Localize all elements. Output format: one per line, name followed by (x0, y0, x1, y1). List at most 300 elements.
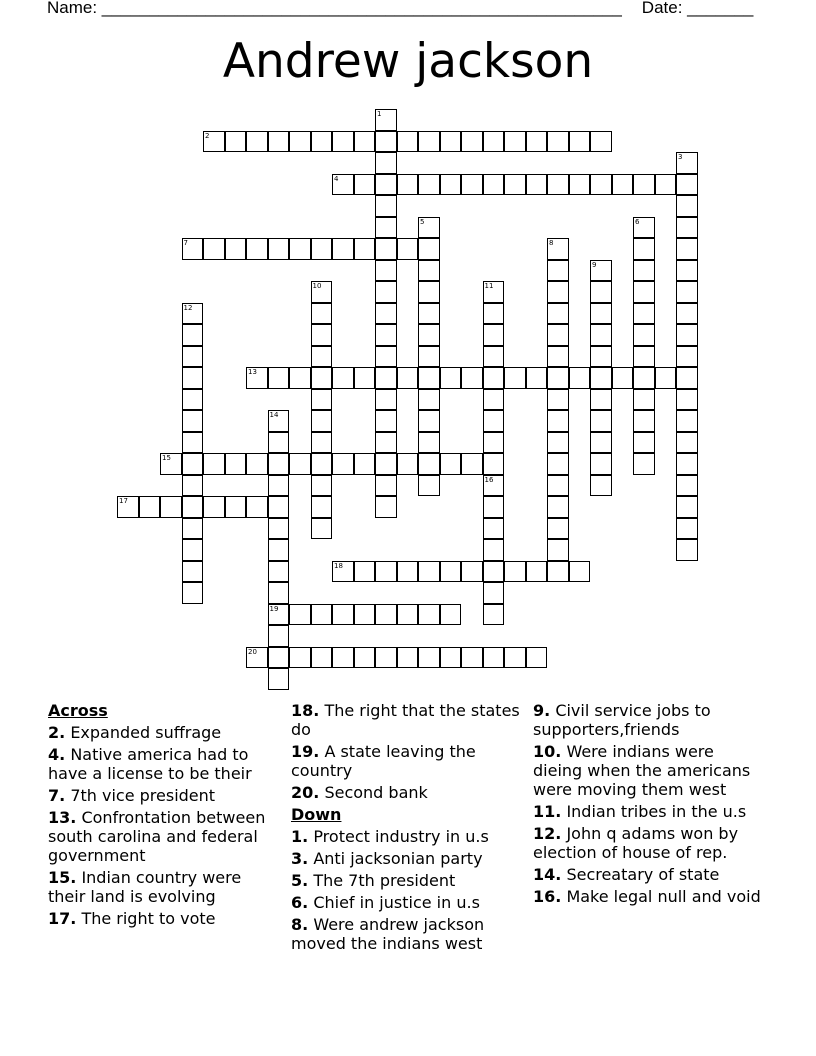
grid-cell[interactable] (483, 647, 505, 669)
grid-cell[interactable] (440, 647, 462, 669)
grid-cell[interactable] (418, 561, 440, 583)
grid-cell[interactable] (483, 496, 505, 518)
grid-cell[interactable] (332, 238, 354, 260)
grid-cell[interactable] (182, 453, 204, 475)
grid-cell[interactable] (483, 324, 505, 346)
grid-cell[interactable] (397, 174, 419, 196)
grid-cell[interactable] (633, 217, 655, 239)
grid-cell[interactable] (268, 410, 290, 432)
grid-cell[interactable] (268, 453, 290, 475)
grid-cell[interactable] (590, 453, 612, 475)
grid-cell[interactable] (461, 561, 483, 583)
grid-cell[interactable] (354, 174, 376, 196)
clue-number: 1. (291, 827, 309, 846)
grid-cell[interactable] (504, 174, 526, 196)
grid-cell[interactable] (225, 453, 247, 475)
grid-cell[interactable] (375, 174, 397, 196)
grid-cell[interactable] (225, 496, 247, 518)
clue-number: 20. (291, 783, 320, 802)
grid-cell[interactable] (590, 131, 612, 153)
grid-cell[interactable] (418, 367, 440, 389)
grid-cell[interactable] (332, 367, 354, 389)
grid-cell[interactable] (246, 496, 268, 518)
grid-cell[interactable] (246, 647, 268, 669)
grid-cell[interactable] (612, 174, 634, 196)
grid-cell[interactable] (418, 217, 440, 239)
grid-cell[interactable] (375, 281, 397, 303)
grid-cell[interactable] (311, 131, 333, 153)
grid-cell[interactable] (483, 281, 505, 303)
grid-cell[interactable] (182, 367, 204, 389)
grid-cell[interactable] (375, 260, 397, 282)
grid-cell[interactable] (590, 367, 612, 389)
grid-cell[interactable] (676, 238, 698, 260)
grid-cell[interactable] (633, 281, 655, 303)
grid-cell[interactable] (182, 324, 204, 346)
grid-cell[interactable] (311, 518, 333, 540)
grid-cell[interactable] (354, 647, 376, 669)
grid-cell[interactable] (483, 303, 505, 325)
grid-cell[interactable] (483, 561, 505, 583)
grid-cell[interactable] (354, 561, 376, 583)
down-clue (533, 701, 765, 739)
grid-cell[interactable] (676, 453, 698, 475)
grid-cell[interactable] (483, 604, 505, 626)
grid-cell[interactable] (483, 475, 505, 497)
grid-cell[interactable] (676, 410, 698, 432)
grid-cell[interactable] (268, 131, 290, 153)
grid-cell[interactable] (461, 131, 483, 153)
grid-cell[interactable] (676, 346, 698, 368)
grid-cell[interactable] (676, 518, 698, 540)
grid-cell[interactable] (397, 131, 419, 153)
clues-column-3 (533, 701, 765, 909)
grid-cell[interactable] (590, 346, 612, 368)
grid-cell[interactable] (547, 281, 569, 303)
grid-cell[interactable] (590, 303, 612, 325)
grid-cell[interactable] (526, 131, 548, 153)
clue-number: 6 (635, 217, 640, 226)
grid-cell[interactable] (311, 453, 333, 475)
grid-cell[interactable] (375, 195, 397, 217)
grid-cell[interactable] (676, 281, 698, 303)
grid-cell[interactable] (311, 238, 333, 260)
clue-number: 16 (484, 475, 494, 484)
clue-number: 12. (533, 824, 562, 843)
grid-cell[interactable] (182, 303, 204, 325)
grid-cell[interactable] (483, 453, 505, 475)
grid-cell[interactable] (397, 453, 419, 475)
grid-cell[interactable] (375, 389, 397, 411)
grid-cell[interactable] (633, 410, 655, 432)
grid-cell[interactable] (375, 604, 397, 626)
grid-cell[interactable] (311, 496, 333, 518)
grid-cell[interactable] (633, 346, 655, 368)
across-clue (48, 745, 280, 783)
grid-cell[interactable] (676, 174, 698, 196)
grid-cell[interactable] (676, 217, 698, 239)
grid-cell[interactable] (440, 453, 462, 475)
grid-cell[interactable] (246, 131, 268, 153)
grid-cell[interactable] (440, 131, 462, 153)
grid-cell[interactable] (547, 238, 569, 260)
down-clue (291, 915, 523, 953)
grid-cell[interactable] (676, 539, 698, 561)
grid-cell[interactable] (569, 174, 591, 196)
grid-cell[interactable] (397, 238, 419, 260)
grid-cell[interactable] (397, 604, 419, 626)
grid-cell[interactable] (547, 410, 569, 432)
grid-cell[interactable] (375, 152, 397, 174)
clue-number: 2. (48, 723, 66, 742)
down-clue (533, 802, 765, 821)
grid-cell[interactable] (526, 647, 548, 669)
grid-cell[interactable] (676, 152, 698, 174)
grid-cell[interactable] (547, 260, 569, 282)
grid-cell[interactable] (182, 539, 204, 561)
grid-cell[interactable] (375, 432, 397, 454)
grid-cell[interactable] (676, 432, 698, 454)
grid-cell[interactable] (547, 453, 569, 475)
grid-cell[interactable] (547, 518, 569, 540)
grid-cell[interactable] (483, 131, 505, 153)
grid-cell[interactable] (289, 647, 311, 669)
across-clue (291, 742, 523, 780)
grid-cell[interactable] (375, 475, 397, 497)
grid-cell[interactable] (569, 131, 591, 153)
grid-cell[interactable] (590, 260, 612, 282)
grid-cell[interactable] (676, 303, 698, 325)
grid-cell[interactable] (268, 432, 290, 454)
grid-cell[interactable] (289, 238, 311, 260)
grid-cell[interactable] (375, 346, 397, 368)
grid-cell[interactable] (547, 303, 569, 325)
grid-cell[interactable] (311, 367, 333, 389)
clue-number: 14 (269, 411, 279, 419)
grid-cell[interactable] (375, 367, 397, 389)
grid-cell[interactable] (182, 518, 204, 540)
clue-number: 3 (678, 153, 683, 161)
grid-cell[interactable] (182, 432, 204, 454)
grid-cell[interactable] (311, 303, 333, 325)
grid-cell[interactable] (418, 389, 440, 411)
grid-cell[interactable] (633, 260, 655, 282)
grid-cell[interactable] (633, 174, 655, 196)
grid-cell[interactable] (225, 238, 247, 260)
grid-cell[interactable] (268, 582, 290, 604)
grid-cell[interactable] (461, 367, 483, 389)
grid-cell[interactable] (311, 410, 333, 432)
clues-heading: Across (48, 701, 108, 720)
grid-cell[interactable] (182, 561, 204, 583)
grid-cell[interactable] (203, 238, 225, 260)
grid-cell[interactable] (246, 367, 268, 389)
grid-cell[interactable] (504, 647, 526, 669)
grid-cell[interactable] (160, 496, 182, 518)
grid-cell[interactable] (311, 475, 333, 497)
grid-cell[interactable] (289, 604, 311, 626)
grid-cell[interactable] (354, 238, 376, 260)
grid-cell[interactable] (311, 281, 333, 303)
grid-cell[interactable] (375, 109, 397, 131)
grid-cell[interactable] (375, 647, 397, 669)
clues-heading: Down (291, 805, 342, 824)
grid-cell[interactable] (676, 496, 698, 518)
grid-cell[interactable] (504, 561, 526, 583)
grid-cell[interactable] (547, 324, 569, 346)
grid-cell[interactable] (655, 367, 677, 389)
grid-cell[interactable] (332, 453, 354, 475)
grid-cell[interactable] (418, 131, 440, 153)
grid-cell[interactable] (311, 389, 333, 411)
grid-cell[interactable] (203, 131, 225, 153)
grid-cell[interactable] (547, 367, 569, 389)
grid-cell[interactable] (483, 582, 505, 604)
grid-cell[interactable] (332, 174, 354, 196)
grid-cell[interactable] (311, 346, 333, 368)
grid-cell[interactable] (483, 539, 505, 561)
grid-cell[interactable] (182, 410, 204, 432)
grid-cell[interactable] (225, 131, 247, 153)
grid-cell[interactable] (418, 647, 440, 669)
grid-cell[interactable] (612, 367, 634, 389)
grid-cell[interactable] (375, 238, 397, 260)
clue-text: The right to vote (81, 909, 216, 928)
grid-cell[interactable] (311, 324, 333, 346)
grid-cell[interactable] (354, 453, 376, 475)
clue-number: 9 (592, 260, 597, 269)
down-clue (533, 887, 765, 906)
grid-cell[interactable] (633, 324, 655, 346)
grid-cell[interactable] (289, 367, 311, 389)
grid-cell[interactable] (676, 475, 698, 497)
grid-cell[interactable] (268, 604, 290, 626)
grid-cell[interactable] (547, 174, 569, 196)
grid-cell[interactable] (139, 496, 161, 518)
grid-cell[interactable] (268, 475, 290, 497)
clue-number: 9. (533, 701, 551, 720)
grid-cell[interactable] (676, 260, 698, 282)
down-clue (533, 742, 765, 799)
grid-cell[interactable] (547, 475, 569, 497)
grid-cell[interactable] (354, 604, 376, 626)
grid-cell[interactable] (504, 367, 526, 389)
grid-cell[interactable] (332, 604, 354, 626)
grid-cell[interactable] (182, 238, 204, 260)
grid-cell[interactable] (375, 410, 397, 432)
grid-cell[interactable] (461, 174, 483, 196)
grid-cell[interactable] (547, 131, 569, 153)
grid-cell[interactable] (332, 647, 354, 669)
grid-cell[interactable] (569, 367, 591, 389)
grid-cell[interactable] (590, 281, 612, 303)
grid-cell[interactable] (418, 475, 440, 497)
grid-cell[interactable] (182, 475, 204, 497)
grid-cell[interactable] (547, 496, 569, 518)
grid-cell[interactable] (268, 647, 290, 669)
clue-text: Confrontation between south carolina and federal government (48, 808, 266, 865)
clue-text: Were indians were dieing when the americans were moving them west (533, 742, 751, 799)
clue-text: John q adams won by election of house of rep. (533, 824, 739, 862)
grid-cell[interactable] (483, 389, 505, 411)
grid-cell[interactable] (268, 668, 290, 690)
grid-cell[interactable] (569, 561, 591, 583)
grid-cell[interactable] (268, 238, 290, 260)
clue-number: 13 (248, 368, 257, 376)
grid-cell[interactable] (268, 496, 290, 518)
grid-cell[interactable] (203, 496, 225, 518)
name-field-label: Name: _______________________________________________________ (47, 0, 622, 17)
grid-cell[interactable] (526, 367, 548, 389)
grid-cell[interactable] (375, 303, 397, 325)
grid-cell[interactable] (182, 389, 204, 411)
clue-number: 4. (48, 745, 66, 764)
grid-cell[interactable] (332, 561, 354, 583)
grid-cell[interactable] (375, 131, 397, 153)
grid-cell[interactable] (418, 238, 440, 260)
grid-cell[interactable] (483, 432, 505, 454)
grid-cell[interactable] (483, 367, 505, 389)
grid-cell[interactable] (655, 174, 677, 196)
grid-cell[interactable] (483, 518, 505, 540)
clue-text: Expanded suffrage (70, 723, 222, 742)
grid-cell[interactable] (246, 238, 268, 260)
clue-text: Indian tribes in the u.s (566, 802, 747, 821)
grid-cell[interactable] (547, 432, 569, 454)
grid-cell[interactable] (289, 131, 311, 153)
grid-cell[interactable] (418, 303, 440, 325)
grid-cell[interactable] (483, 174, 505, 196)
grid-cell[interactable] (289, 453, 311, 475)
grid-cell[interactable] (633, 238, 655, 260)
grid-cell[interactable] (418, 604, 440, 626)
grid-cell[interactable] (440, 367, 462, 389)
grid-cell[interactable] (375, 324, 397, 346)
down-clue (533, 865, 765, 884)
grid-cell[interactable] (526, 174, 548, 196)
grid-cell[interactable] (418, 432, 440, 454)
grid-cell[interactable] (440, 561, 462, 583)
grid-cell[interactable] (590, 324, 612, 346)
across-clue (291, 701, 523, 739)
grid-cell[interactable] (397, 367, 419, 389)
grid-cell[interactable] (182, 346, 204, 368)
clue-text: Native america had to have a license to be their (48, 745, 252, 783)
grid-cell[interactable] (268, 518, 290, 540)
grid-cell[interactable] (676, 389, 698, 411)
grid-cell[interactable] (418, 260, 440, 282)
grid-cell[interactable] (440, 604, 462, 626)
grid-cell[interactable] (268, 561, 290, 583)
grid-cell[interactable] (375, 496, 397, 518)
clue-number: 5. (291, 871, 309, 890)
grid-cell[interactable] (182, 582, 204, 604)
grid-cell[interactable] (633, 432, 655, 454)
grid-cell[interactable] (397, 647, 419, 669)
clue-number: 16. (533, 887, 562, 906)
grid-cell[interactable] (375, 561, 397, 583)
grid-cell[interactable] (418, 346, 440, 368)
grid-cell[interactable] (268, 539, 290, 561)
grid-cell[interactable] (268, 625, 290, 647)
grid-cell[interactable] (332, 131, 354, 153)
grid-cell[interactable] (375, 217, 397, 239)
grid-cell[interactable] (633, 453, 655, 475)
grid-cell[interactable] (633, 303, 655, 325)
grid-cell[interactable] (418, 453, 440, 475)
clue-number: 2 (205, 131, 210, 140)
grid-cell[interactable] (676, 367, 698, 389)
clue-text: Make legal null and void (566, 887, 761, 906)
grid-cell[interactable] (547, 561, 569, 583)
clue-number: 4 (334, 174, 339, 183)
grid-cell[interactable] (246, 453, 268, 475)
grid-cell[interactable] (590, 475, 612, 497)
grid-cell[interactable] (203, 453, 225, 475)
grid-cell[interactable] (547, 346, 569, 368)
clue-text: 7th vice president (70, 786, 216, 805)
clue-text: A state leaving the country (291, 742, 476, 780)
grid-cell[interactable] (440, 174, 462, 196)
grid-cell[interactable] (418, 281, 440, 303)
grid-cell[interactable] (526, 561, 548, 583)
clue-number: 6. (291, 893, 309, 912)
grid-cell[interactable] (418, 174, 440, 196)
grid-cell[interactable] (633, 389, 655, 411)
grid-cell[interactable] (182, 496, 204, 518)
grid-cell[interactable] (590, 410, 612, 432)
grid-cell[interactable] (418, 410, 440, 432)
down-clue (291, 893, 523, 912)
clue-number: 12 (183, 303, 193, 312)
grid-cell[interactable] (311, 432, 333, 454)
grid-cell[interactable] (354, 131, 376, 153)
clue-text: The 7th president (313, 871, 456, 890)
grid-cell[interactable] (633, 367, 655, 389)
grid-cell[interactable] (311, 604, 333, 626)
grid-cell[interactable] (354, 367, 376, 389)
grid-cell[interactable] (483, 410, 505, 432)
clue-number: 10 (312, 282, 322, 290)
clue-number: 1 (377, 110, 382, 118)
grid-cell[interactable] (160, 453, 182, 475)
grid-cell[interactable] (418, 324, 440, 346)
grid-cell[interactable] (117, 496, 139, 518)
grid-cell[interactable] (397, 561, 419, 583)
grid-cell[interactable] (676, 324, 698, 346)
grid-cell[interactable] (547, 389, 569, 411)
clue-number: 20 (248, 647, 257, 656)
clue-number: 7. (48, 786, 66, 805)
clue-number: 14. (533, 865, 562, 884)
grid-cell[interactable] (676, 195, 698, 217)
grid-cell[interactable] (375, 453, 397, 475)
grid-cell[interactable] (504, 131, 526, 153)
grid-cell[interactable] (547, 539, 569, 561)
down-clue (291, 871, 523, 890)
grid-cell[interactable] (590, 174, 612, 196)
across-clue (48, 723, 280, 742)
grid-cell[interactable] (461, 453, 483, 475)
grid-cell[interactable] (590, 432, 612, 454)
grid-cell[interactable] (268, 367, 290, 389)
clue-text: Chief in justice in u.s (313, 893, 480, 912)
clues-column-1 (48, 701, 280, 931)
grid-cell[interactable] (461, 647, 483, 669)
grid-cell[interactable] (311, 647, 333, 669)
grid-cell[interactable] (590, 389, 612, 411)
grid-cell[interactable] (483, 346, 505, 368)
